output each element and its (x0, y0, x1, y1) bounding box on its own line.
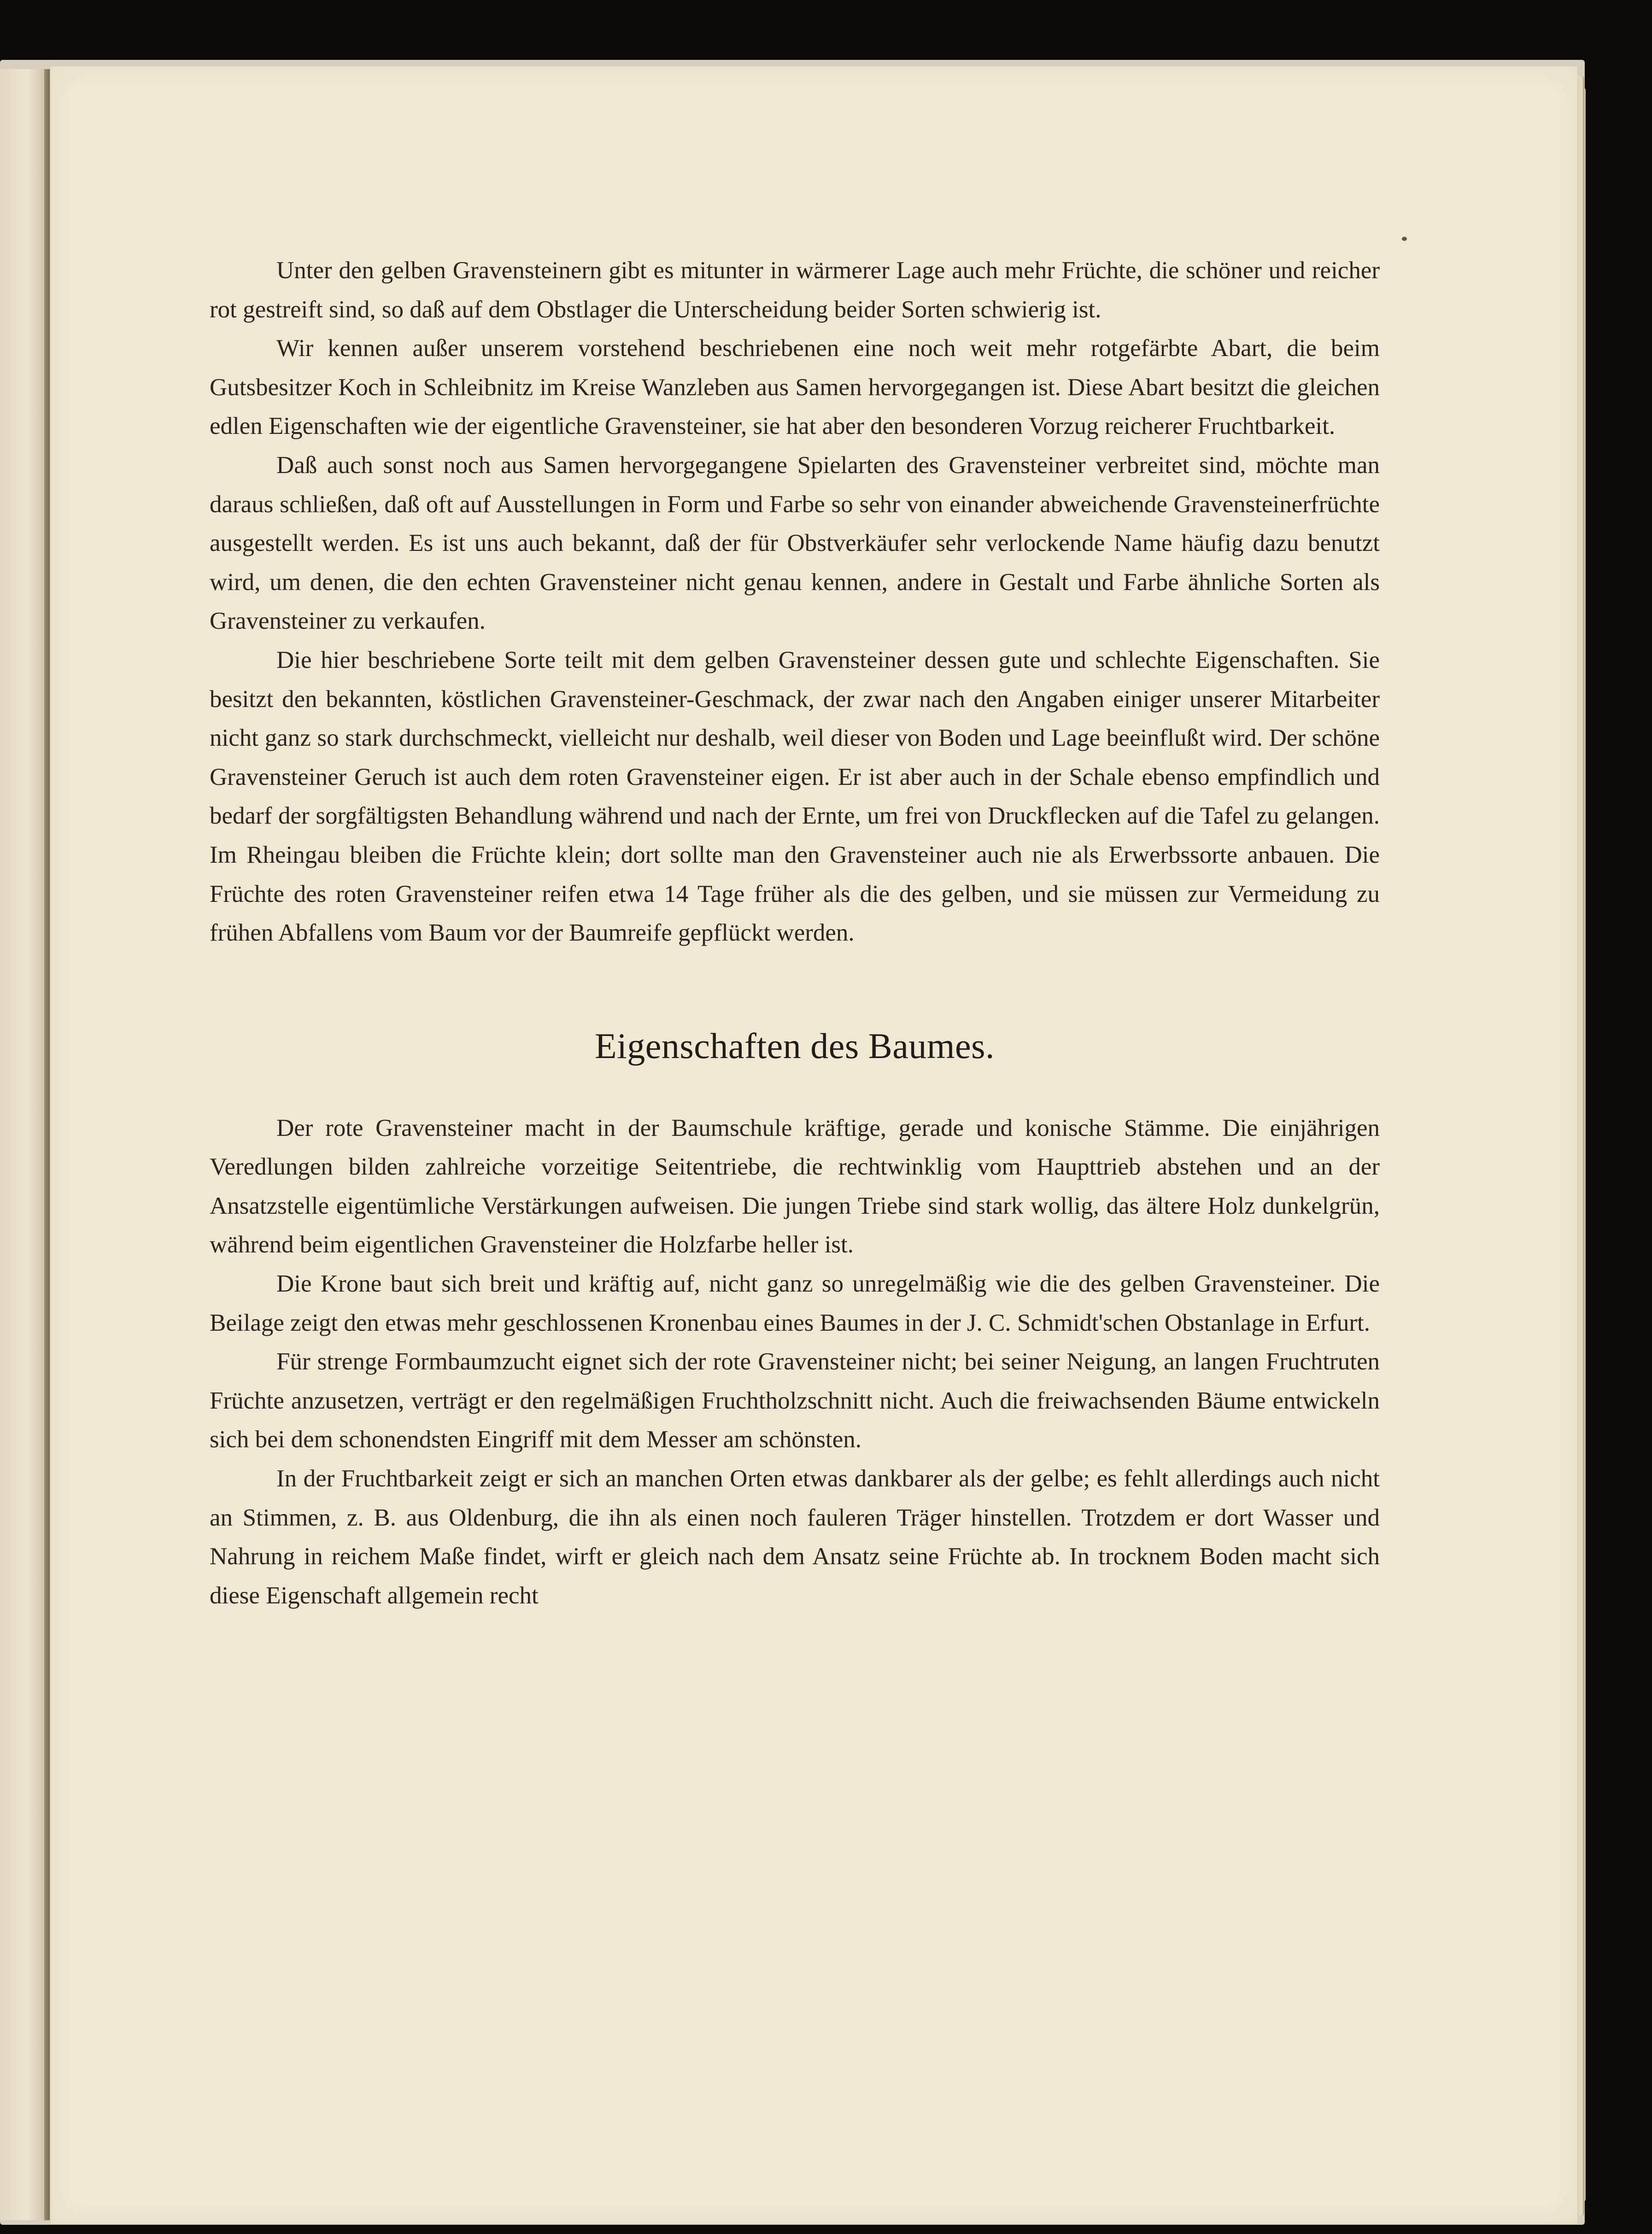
paragraph: In der Fruchtbarkeit zeigt er sich an manchen Orten etwas dankbarer als der gelbe; es fehlt allerdings auch nicht an Stimmen, z. B. aus Oldenburg, die ihn als einen noch fauleren Träger hinstellen. Trotzdem er dort Wasser und Nahrung in reichem Maße findet, wirft er gleich nach dem Ansatz seine Früchte ab. In trocknem Boden macht sich diese Eigenschaft allgemein recht (210, 1465, 1380, 1609)
paragraph: Für strenge Formbaumzucht eignet sich der rote Gravensteiner nicht; bei seiner Neigung, an langen Fruchtruten Früchte anzusetzen, verträgt er den regelmäßigen Fruchtholzschnitt nicht. Auch die freiwachsenden Bäume entwickeln sich bei dem schonendsten Eingriff mit dem Messer am schönsten. (210, 1348, 1380, 1453)
section-heading: Eigenschaften des Baumes. (594, 1025, 995, 1066)
text-block (210, 251, 1380, 1615)
paragraph: Daß auch sonst noch aus Samen hervorgegangene Spielarten des Gravensteiner verbreitet sind, möchte man daraus schließen, daß oft auf Ausstellungen in Form und Farbe so sehr von einander abweichende Gravensteinerfrüchte ausgestellt werden. Es ist uns auch bekannt, daß der für Obstverkäufer sehr verlockende Name häufig dazu benutzt wird, um denen, die den echten Gravensteiner nicht genau kennen, andere in Gestalt und Farbe ähnliche Sorten als Gravensteiner zu verkaufen. (210, 451, 1380, 635)
paragraph: Wir kennen außer unserem vorstehend beschriebenen eine noch weit mehr rotgefärbte Abart, die beim Gutsbesitzer Koch in Schleibnitz im Kreise Wanzleben aus Samen hervorgegangen ist. Diese Abart besitzt die gleichen edlen Eigenschaften wie der eigentliche Gravensteiner, sie hat aber den besonderen Vorzug reicherer Fruchtbarkeit. (210, 335, 1380, 440)
paragraph: Die hier beschriebene Sorte teilt mit dem gelben Gravensteiner dessen gute und schlechte Eigenschaften. Sie besitzt den bekannten, köstlichen Gravensteiner-Geschmack, der zwar nach den Angaben einiger unserer Mitarbeiter nicht ganz so stark durchschmeckt, vielleicht nur deshalb, weil dieser von Boden und Lage beeinflußt wird. Der schöne Gravensteiner Geruch ist auch dem roten Gravensteiner eigen. Er ist aber auch in der Schale ebenso empfindlich und bedarf der sorgfältigsten Behandlung während und nach der Ernte, um frei von Druckflecken auf die Tafel zu gelangen. Im Rheingau bleiben die Früchte klein; dort sollte man den Gravensteiner auch nie als Erwerbssorte anbauen. Die Früchte des roten Gravensteiner reifen etwa 14 Tage früher als die des gelben, und sie müssen zur Vermeidung zu frühen Abfallens vom Baum vor der Baumreife gepflückt werden. (210, 646, 1380, 947)
paragraph: Unter den gelben Gravensteinern gibt es mitunter in wärmerer Lage auch mehr Früchte, die schöner und reicher rot gestreift sind, so daß auf dem Obstlager die Unterscheidung beider Sorten schwierig ist. (210, 257, 1380, 323)
facing-page-edge (0, 69, 46, 2220)
paper-speck (1402, 237, 1407, 241)
paragraph: Die Krone baut sich breit und kräftig auf, nicht ganz so unregelmäßig wie die des gelben Gravensteiner. Die Beilage zeigt den etwas mehr geschlossenen Kronenbau eines Baumes in der J. C. Schmidt'schen Obstanlage in Erfurt. (210, 1270, 1380, 1336)
paragraph: Der rote Gravensteiner macht in der Baumschule kräftige, gerade und konische Stämme. Die einjährigen Veredlungen bilden zahlreiche vorzeitige Seitentriebe, die rechtwinklig vom Haupttrieb abstehen und an der Ansatzstelle eigentümliche Verstärkungen aufweisen. Die jungen Triebe sind stark wollig, das ältere Holz dunkelgrün, während beim eigentlichen Gravensteiner die Holzfarbe heller ist. (210, 1114, 1380, 1258)
